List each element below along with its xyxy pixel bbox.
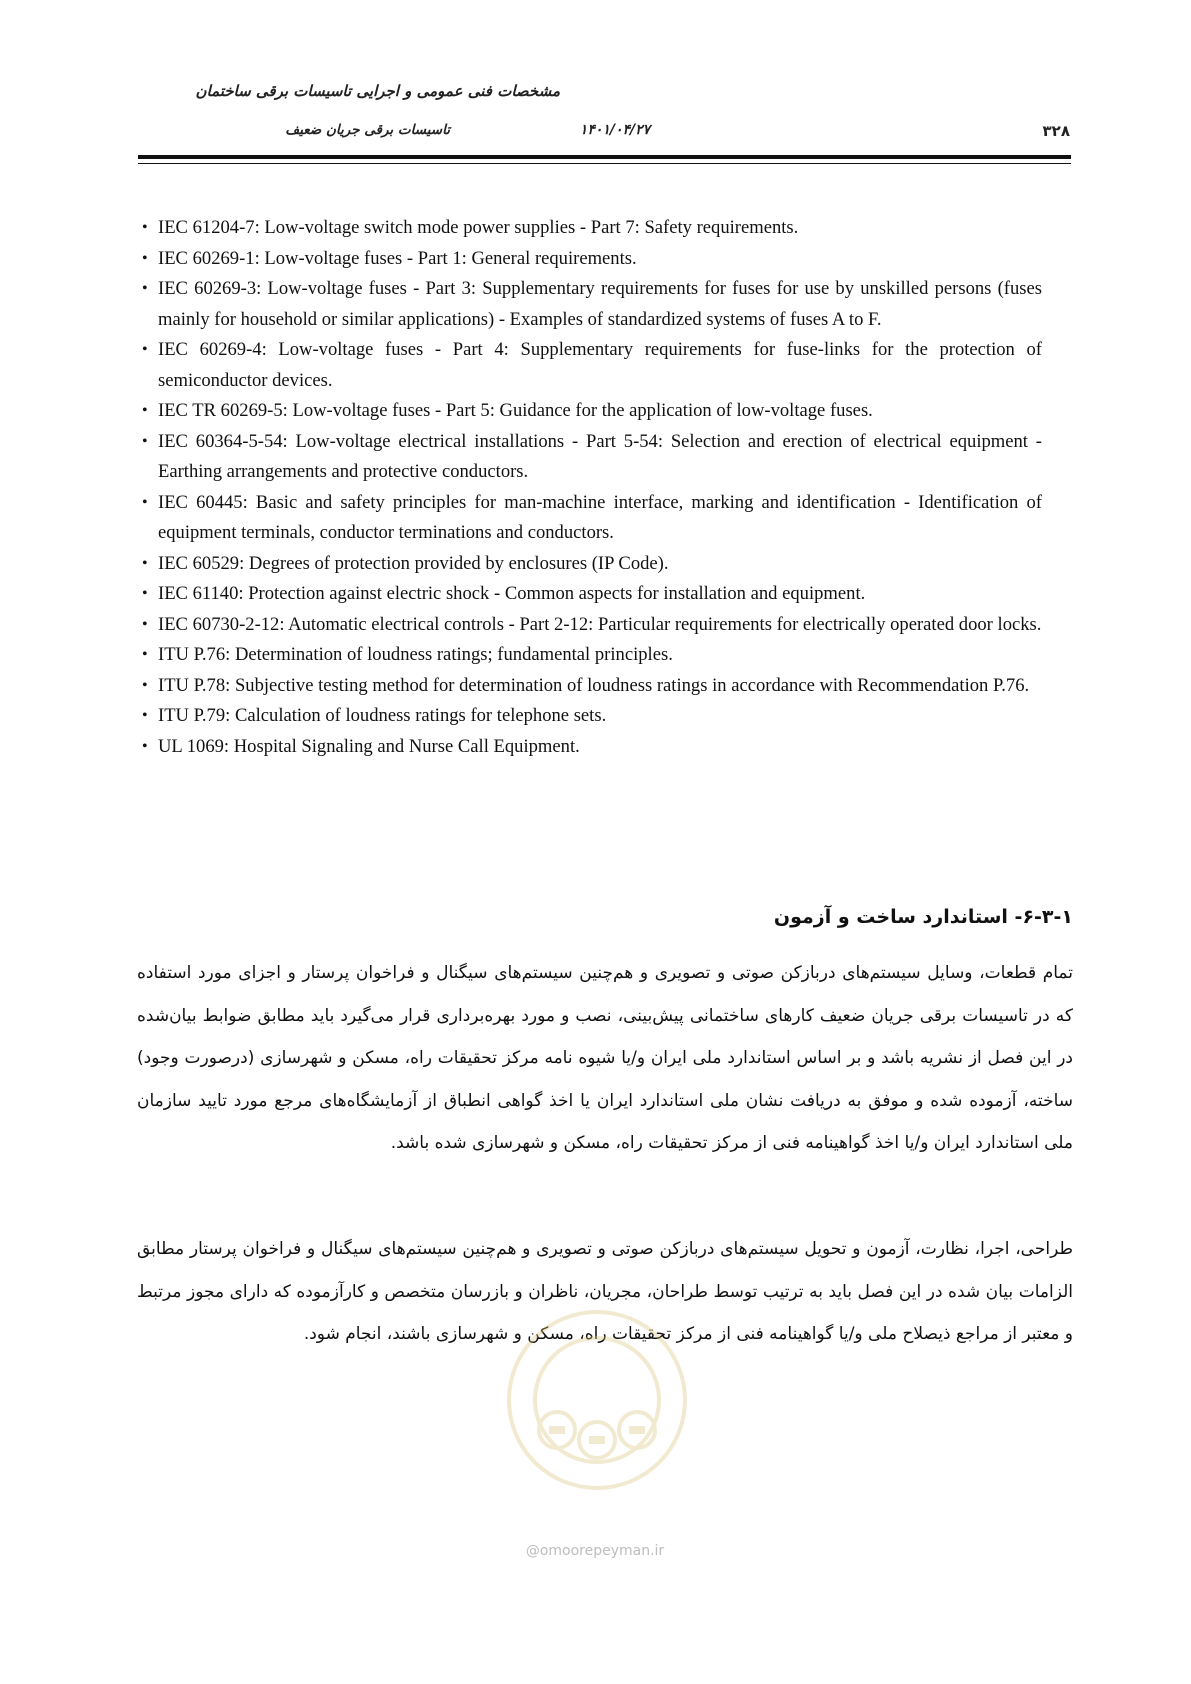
section-heading: ۶-۳-۱- استاندارد ساخت و آزمون <box>773 906 1073 928</box>
reference-item: • IEC 61204-7: Low-voltage switch mode power supplies - Part 7: Safety requirements. <box>142 213 1042 244</box>
section-paragraph-2: طراحی، اجرا، نظارت، آزمون و تحویل سیستم‌های دربازکن صوتی و تصویری و هم‌چنین سیستم‌های سیگنال و فراخوان پرستار مطابق الزامات بیان شده در این فصل باید به ترتیب توسط طراحان، مجریان، ناظران و بازرسان متخصص و کارآزموده که دارای مجوز مرتبط و معتبر از مراجع ذیصلاح ملی و/یا گواهینامه فنی از مرکز تحقیقات راه، مسکن و شهرسازی باشند، انجام شود. <box>137 1239 1073 1344</box>
reference-item: • IEC 60269-1: Low-voltage fuses - Part 1: General requirements. <box>142 244 1042 275</box>
section-paragraph-1: تمام قطعات، وسایل سیستم‌های دربازکن صوتی و تصویری و هم‌چنین سیستم‌های سیگنال و فراخوان پرستار و اجزای مورد استفاده که در تاسیسات برقی جریان ضعیف کارهای ساختمانی پیش‌بینی، نصب و مورد بهره‌برداری قرار می‌گیرد باید مطابق ضوابط بیان‌شده در این فصل از نشریه باشد و بر اساس استاندارد ملی ایران و/یا شیوه نامه مرکز تحقیقات راه، مسکن و شهرسازی (درصورت وجود) ساخته، آزموده شده و موفق به دریافت نشان ملی استاندارد ایران یا اخذ گواهی انطباق از آزمایشگاه‌های مرجع مورد تایید سازمان ملی استاندارد ایران و/یا اخذ گواهینامه فنی از مرکز تحقیقات راه، مسکن و شهرسازی شده باشد. <box>137 963 1073 1153</box>
header-rule-thick <box>138 155 1071 159</box>
reference-item: • UL 1069: Hospital Signaling and Nurse Call Equipment. <box>142 732 1042 763</box>
reference-item: • IEC 60269-4: Low-voltage fuses - Part 4: Supplementary requirements for fuse-links for the protection of semiconductor devices. <box>142 335 1042 396</box>
header-date: ۱۴۰۱/۰۴/۲۷ <box>579 122 651 138</box>
reference-item: • IEC 60364-5-54: Low-voltage electrical installations - Part 5-54: Selection and erection of electrical equipment - Earthing arrangements and protective conductors. <box>142 427 1042 488</box>
watermark-logo <box>487 1280 707 1510</box>
standards-reference-list <box>142 213 1042 762</box>
reference-item: • ITU P.76: Determination of loudness ratings; fundamental principles. <box>142 640 1042 671</box>
watermark-caption: @omoorepeyman.ir <box>525 1543 665 1559</box>
reference-item: • ITU P.79: Calculation of loudness ratings for telephone sets. <box>142 701 1042 732</box>
page-number: ۳۲۸ <box>1042 122 1070 140</box>
reference-item: • IEC 60730-2-12: Automatic electrical controls - Part 2-12: Particular requirements for electrically operated door locks. <box>142 610 1042 641</box>
reference-item: • IEC TR 60269-5: Low-voltage fuses - Part 5: Guidance for the application of low-voltage fuses. <box>142 396 1042 427</box>
chapter-title: تاسیسات برقی جریان ضعیف <box>285 122 450 138</box>
reference-item: • IEC 61140: Protection against electric shock - Common aspects for installation and equipment. <box>142 579 1042 610</box>
reference-item: • IEC 60529: Degrees of protection provided by enclosures (IP Code). <box>142 549 1042 580</box>
reference-item: • IEC 60445: Basic and safety principles for man-machine interface, marking and identification - Identification of equipment terminals, conductor terminations and conductors. <box>142 488 1042 549</box>
reference-item: • ITU P.78: Subjective testing method for determination of loudness ratings in accordance with Recommendation P.76. <box>142 671 1042 702</box>
header-rule-thin <box>138 163 1071 164</box>
book-title: مشخصات فنی عمومی و اجرایی تاسیسات برقی ساختمان <box>195 82 560 100</box>
reference-item: • IEC 60269-3: Low-voltage fuses - Part 3: Supplementary requirements for fuses for use by unskilled persons (fuses mainly for household or similar applications) - Examples of standardized systems of fuses A to F. <box>142 274 1042 335</box>
